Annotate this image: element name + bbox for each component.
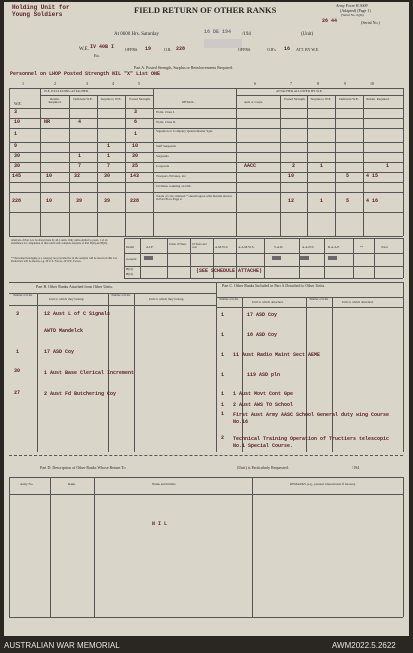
relatn2-header: Relatn. Required. xyxy=(366,97,390,101)
serial-label: (Serial No. right) xyxy=(341,13,364,17)
analysis-row-bo2: B(O) xyxy=(126,272,133,276)
part-b-unit-3: 1 Aust Base Clerical Increment xyxy=(44,370,135,376)
part-d-hdr-rank: Rank. xyxy=(68,482,76,486)
date-stamp xyxy=(204,39,242,48)
part-b-num-2: 1 xyxy=(16,349,20,355)
analysis-hdr-vad: V.A.D. xyxy=(274,245,284,249)
we-typed: IV 40B I xyxy=(90,44,115,50)
analysis-row-bo1: B(O) xyxy=(126,267,133,271)
detail-row-6: Troopers, Privates, etc. xyxy=(156,174,187,178)
part-d-title2: (Unit) is Particularly Requested. xyxy=(237,465,289,470)
detail-row-1: W.Os. Class II. xyxy=(156,120,176,124)
part-c-unit-0: 17 ASD Coy xyxy=(247,312,278,318)
part-b-hdr-num: Number of O.Rs. xyxy=(13,294,33,297)
we-row-3: 9 xyxy=(14,143,18,149)
unit-label: (Unit) xyxy=(301,32,314,37)
see-schedule: (SEE SCHEDULE ATTACHE) xyxy=(196,268,263,274)
part-d-year: /194 xyxy=(352,465,360,470)
analysis-hdr-detail: Detail xyxy=(126,245,135,249)
col-num-4: 4 xyxy=(112,81,114,86)
footer-right: AWM2022.5.2622 xyxy=(332,641,396,650)
part-b-title: Part B. Other Ranks Attached from Other Units. xyxy=(36,284,113,289)
we-label: W.E. xyxy=(79,47,89,52)
c1-row-1: NR xyxy=(44,119,51,125)
at-line: At 0600 Hrs. Saturday xyxy=(114,32,159,37)
we-col-header: W.E. xyxy=(14,101,22,106)
part-b-hdr-unit2: Unit to which they belong. xyxy=(149,297,185,301)
analysis-hdr-total: Total xyxy=(381,245,388,249)
part-d-hdr-army: Army No. xyxy=(20,482,34,486)
unit-name-line2: Young Soldiers xyxy=(12,11,63,18)
total-r: 4 16 xyxy=(366,198,379,204)
part-c-num-4: 1 xyxy=(221,391,225,397)
c3-row-3: 1 xyxy=(107,143,111,149)
c2-row-4: 1 xyxy=(78,153,82,159)
part-c-hdr-unit: Unit to which detached. xyxy=(252,300,284,304)
part-c-unit-4: 1 Aust Movt Cont Gpe xyxy=(233,391,294,397)
posted2-header: Posted Strength. xyxy=(284,97,306,101)
relatn-header: Relatn. Required. xyxy=(48,97,62,105)
ors-label: O.R's xyxy=(267,47,276,52)
analysis-hdr-raaf: R.A.A.F. xyxy=(328,245,340,249)
c4-row-4: 30 xyxy=(132,153,139,159)
serial-no-label: (Serial No.) xyxy=(361,20,380,25)
part-b-unit-4: 2 Aust Fd Butchering Coy xyxy=(44,391,117,397)
analysis-hdr-star: ** xyxy=(360,245,364,249)
detail-row-2: Squadron or Company Quartermaster Sgts. xyxy=(156,129,213,133)
attached-allowed-header: ATTACHED ALLOWED BY W.E. xyxy=(276,89,323,93)
army-form-label: Army Form W.3009 xyxy=(336,3,368,8)
year-label: /194 xyxy=(242,32,251,37)
c4-row-0: 3 xyxy=(134,109,138,115)
form-title: FIELD RETURN OF OTHER RANKS xyxy=(134,5,277,15)
part-b-hdr-num2: Number of O.Rs. xyxy=(111,294,131,297)
c1-row-6: 10 xyxy=(46,173,53,179)
part-c-num-7: 2 xyxy=(221,435,225,441)
deficient-header: Deficient W.E. xyxy=(73,97,93,101)
part-d-title: Part D. Description of Other Ranks Whose Return To xyxy=(40,465,126,470)
c3-row-5: 7 xyxy=(107,163,111,169)
part-b-num-4: 27 xyxy=(14,390,21,396)
part-c-num-0: 1 xyxy=(221,312,225,318)
part-c-hdr-unit2: Unit to which detached. xyxy=(342,300,374,304)
offrs-label: OFFRS. xyxy=(125,47,139,52)
detail-row-3: Staff Sergeants xyxy=(156,144,176,148)
we-row-0: 3 xyxy=(14,109,18,115)
analysis-row-general: General xyxy=(126,257,137,261)
att-r-row-6: 4 15 xyxy=(366,173,379,179)
offrs2-label: OFFRS. xyxy=(238,47,252,52)
analysis-note-2: ** Personnel belonging to a category not provided for in the analysis will be shown in this Col. Particulars will be shown, e.g. 29 U.S. Forces, 20 W.E. Forces. xyxy=(11,257,118,264)
analysis-hdr-amws: A.M.W.S. xyxy=(215,245,229,249)
analysis-hdr-19over: 19 Years and over xyxy=(192,243,207,249)
total-we: 228 xyxy=(12,198,22,204)
form-sheet xyxy=(4,2,409,636)
detail-row-0: W.Os. Class I. xyxy=(156,110,175,114)
total-s: 1 xyxy=(320,198,324,204)
part-c-hdr-num2: Number of O.Rs. xyxy=(309,298,329,301)
part-c-unit-6: First Aust Army AASC School General duty wing Course No.16 xyxy=(233,412,390,425)
offrs-typed: 19 xyxy=(145,46,152,52)
part-c-num-3: 1 xyxy=(221,372,225,378)
deficient2-header: Deficient W.E. xyxy=(339,97,359,101)
or-typed: 228 xyxy=(176,46,186,52)
part-b-unit-0: 12 Aust L of C Signals xyxy=(44,311,111,317)
analysis-hdr-under19: Under 19 Years xyxy=(169,243,187,246)
att-d-row-6: 5 xyxy=(346,173,350,179)
redaction-bar xyxy=(144,256,153,260)
total-c1: 10 xyxy=(46,198,53,204)
total-p: 12 xyxy=(288,198,295,204)
part-c-title: Part C. Other Ranks Included in Part A Detached to Other Units. xyxy=(222,283,326,288)
col-num-10: 10 xyxy=(370,81,374,86)
serial-typed: 26 44 xyxy=(322,18,338,24)
we-row-4: 30 xyxy=(14,153,21,159)
part-a-title: Part A. Posted Strength, Surplus or Reinforcements Required. xyxy=(134,65,233,70)
part-d-hdr-remarks: REMARKS (e.g., present whereabouts if known). xyxy=(290,482,356,486)
ors-typed: 16 xyxy=(284,46,291,52)
c2-row-5: 7 xyxy=(78,163,82,169)
posted-header: Posted Strength. xyxy=(129,97,151,101)
part-c-unit-5: 2 Aust AWS TO School xyxy=(233,402,294,408)
att-r-row-5: 1 xyxy=(386,163,390,169)
analysis-hdr-aans: A.A.N.S. xyxy=(302,245,315,249)
col-num-2: 2 xyxy=(54,81,56,86)
surplus-header: Surplus to W.E. xyxy=(100,97,122,101)
att-arm-row-5: AACC xyxy=(244,163,257,169)
detail-header: DETAIL. xyxy=(182,100,195,104)
col-num-9: 9 xyxy=(344,81,346,86)
redaction-bar xyxy=(300,256,309,260)
or-label: O.R. xyxy=(164,47,172,52)
part-c-unit-3: 119 ASD pln xyxy=(247,372,281,378)
analysis-hdr-aif: A.I.F. xyxy=(146,245,154,249)
redaction-bar xyxy=(272,256,281,260)
c4-row-2: 1 xyxy=(134,131,138,137)
etc-label: Etc. xyxy=(94,53,101,58)
total-c4: 228 xyxy=(130,198,140,204)
redaction-bar xyxy=(328,256,337,260)
part-b-hdr-unit: Unit to which they belong. xyxy=(49,297,85,301)
c2-row-1: 4 xyxy=(78,119,82,125)
analysis-note: Analysis of Part A to be shown here by ALL units. Only units entitled to posts, 1 of an attendance for completion of this return will complete analysis of Part B(O) and B(O). xyxy=(11,239,108,246)
att-p-row-6: 10 xyxy=(288,173,295,179)
part-c-num-5: 1 xyxy=(221,402,225,408)
part-c-unit-1: 18 ASD Coy xyxy=(247,332,278,338)
we-excl-header: W.E. EXCLUDING ATTACHED xyxy=(44,89,89,93)
analysis-hdr-aamws: A.A.M.W.S. xyxy=(238,245,255,249)
total-d: 5 xyxy=(346,198,350,204)
part-b-num-3: 30 xyxy=(14,368,21,374)
detail-row-5: Corporals xyxy=(156,164,170,168)
col-num-8: 8 xyxy=(317,81,319,86)
att-label: ATT. BY W.E. xyxy=(296,47,320,52)
part-b-num-0: 3 xyxy=(16,311,20,317)
totals-detail: Totals of cols. marked * should agree with Details shown in Part B on Page 2. xyxy=(156,194,232,202)
we-row-6: 145 xyxy=(12,173,22,179)
date-typed: 16 DE 194 xyxy=(204,29,232,35)
part-b-unit-1: AWTD Mandelck xyxy=(44,328,84,334)
surplus2-header: Surplus to W.E. xyxy=(310,97,332,101)
detail-row-7: Civilians counting on O.R. xyxy=(156,184,192,188)
c3-row-6: 30 xyxy=(104,173,111,179)
att-p-row-5: 2 xyxy=(292,163,296,169)
part-c-num-2: 1 xyxy=(221,352,225,358)
section-separator xyxy=(9,455,403,456)
part-b-unit-2: 17 ASD Coy xyxy=(44,349,75,355)
c4-row-5: 25 xyxy=(132,163,139,169)
col-num-3: 3 xyxy=(86,81,88,86)
part-a-typed-line: Personnel on LHOP Posted Strength NIL "X" List ONE xyxy=(10,71,161,77)
c4-row-1: 6 xyxy=(134,119,138,125)
col-num-7: 7 xyxy=(290,81,292,86)
c2-row-6: 32 xyxy=(74,173,81,179)
part-c-num-1: 1 xyxy=(221,332,225,338)
unit-name-line1: Holding Unit for xyxy=(12,4,70,11)
col-num-5: 5 xyxy=(138,81,140,86)
total-c2: 39 xyxy=(76,198,83,204)
att-s-row-5: 1 xyxy=(320,163,324,169)
part-d-nil: N I L xyxy=(152,521,168,527)
part-c-unit-7: Technical Training Operation of Tructiers telescopic No.1 Special Course. xyxy=(233,436,390,449)
footer-left: AUSTRALIAN WAR MEMORIAL xyxy=(4,641,120,650)
c3-row-4: 1 xyxy=(107,153,111,159)
detail-row-4: Sergeants xyxy=(156,154,169,158)
we-row-2: 1 xyxy=(14,131,18,137)
we-row-5: 30 xyxy=(14,163,21,169)
total-c3: 39 xyxy=(104,198,111,204)
arm-header: Arm or Corps. xyxy=(244,100,264,104)
we-row-1: 10 xyxy=(14,119,21,125)
part-c-num-6: 1 xyxy=(221,411,225,417)
c4-row-6: 143 xyxy=(130,173,140,179)
part-d-hdr-name: Name and Initials. xyxy=(152,482,177,486)
col-num-6: 6 xyxy=(254,81,256,86)
c4-row-3: 10 xyxy=(132,143,139,149)
col-num-1: 1 xyxy=(22,81,24,86)
part-c-unit-2: 11 Aust Radio Maint Sect AEME xyxy=(233,352,321,358)
footer-bar xyxy=(0,638,413,653)
part-c-hdr-num: Number of O.Rs. xyxy=(219,298,239,301)
adapted-label: (Adapted) (Page 1) xyxy=(340,8,371,13)
